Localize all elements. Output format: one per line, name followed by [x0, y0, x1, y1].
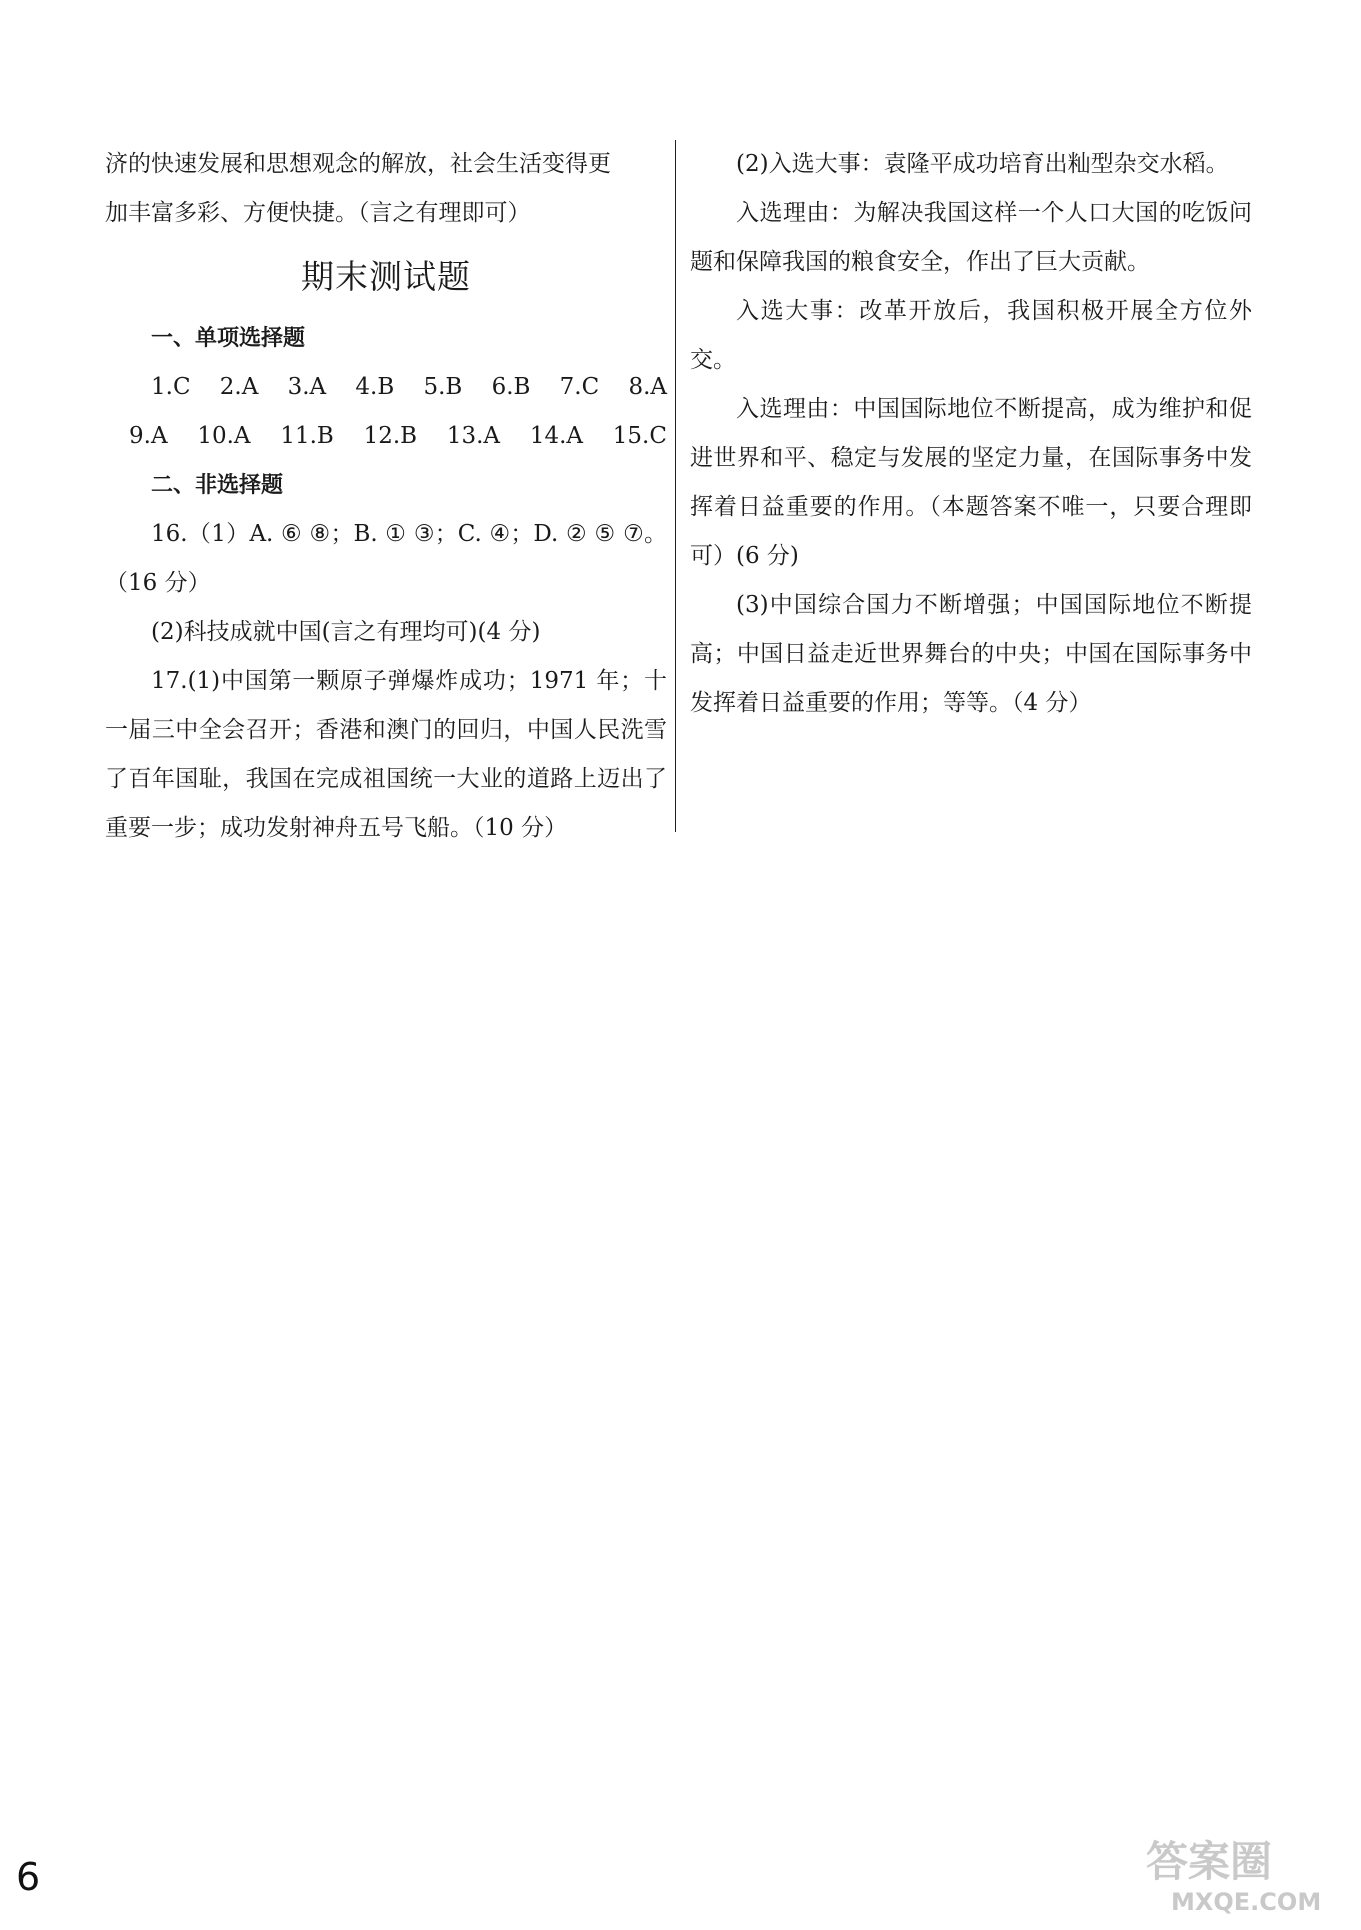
- answer-item: 12.B: [363, 423, 418, 449]
- q17-part2-reason-1: 入选理由：为解决我国这样一个人口大国的吃饭问题和保障我国的粮食安全，作出了巨大贡献。: [690, 200, 1252, 275]
- q16-part1: 16.（1）A. ⑥ ⑧；B. ① ③；C. ④；D. ② ⑤ ⑦。（16 分）: [105, 521, 667, 596]
- watermark-logo: [1141, 1828, 1331, 1918]
- answer-item: 2.A: [219, 374, 259, 400]
- section-heading-nonchoice: 二、非选择题: [151, 473, 284, 498]
- answer-item: 3.A: [287, 374, 327, 400]
- answer-item: 14.A: [529, 423, 583, 449]
- q17-part2-event-1: (2)入选大事：袁隆平成功培育出籼型杂交水稻。: [736, 151, 1229, 177]
- q17-part2-reason-2: 入选理由：中国国际地位不断提高，成为维护和促进世界和平、稳定与发展的坚定力量，在国际事务中发挥着日益重要的作用。（本题答案不唯一，只要合理即可）(6 分): [690, 396, 1252, 569]
- answer-item: 4.B: [355, 374, 395, 400]
- column-divider: [675, 140, 676, 832]
- left-column: [105, 140, 667, 853]
- q17-part1: 17.(1)中国第一颗原子弹爆炸成功；1971 年；十一届三中全会召开；香港和澳门的回归，中国人民洗雪了百年国耻，我国在完成祖国统一大业的道路上迈出了重要一步；成功发射神舟五号飞船。（10 分）: [105, 668, 667, 841]
- q17-part2-event-2: 入选大事：改革开放后，我国积极开展全方位外交。: [690, 298, 1252, 373]
- answer-row-1: [105, 363, 667, 412]
- answer-item: 5.B: [423, 374, 463, 400]
- answer-row-2: [105, 412, 667, 461]
- page-number: 6: [16, 1855, 41, 1899]
- answer-item: 7.C: [559, 374, 600, 400]
- answer-item: 9.A: [129, 423, 168, 449]
- intro-line-1: 济的快速发展和思想观念的解放，社会生活变得更: [105, 151, 611, 177]
- answer-item: 15.C: [612, 423, 667, 449]
- answer-item: 6.B: [491, 374, 531, 400]
- answer-item: 13.A: [446, 423, 501, 449]
- right-column: [690, 140, 1252, 728]
- q17-part3: (3)中国综合国力不断增强；中国国际地位不断提高；中国日益走近世界舞台的中央；中国在国际事务中发挥着日益重要的作用；等等。（4 分）: [690, 592, 1252, 716]
- watermark-logo-text: 答案圈: [1146, 1837, 1273, 1886]
- answer-item: 11.B: [280, 423, 334, 449]
- answer-item: 10.A: [197, 423, 251, 449]
- q16-part2: (2)科技成就中国(言之有理均可)(4 分): [151, 619, 541, 645]
- answer-item: 1.C: [151, 374, 191, 400]
- intro-line-2: 加丰富多彩、方便快捷。（言之有理即可）: [105, 200, 531, 226]
- section-heading-choice: 一、单项选择题: [151, 326, 306, 351]
- page-title: 期末测试题: [301, 257, 471, 296]
- answer-item: 8.A: [628, 374, 667, 400]
- watermark-url: MXQE.COM: [1171, 1888, 1322, 1916]
